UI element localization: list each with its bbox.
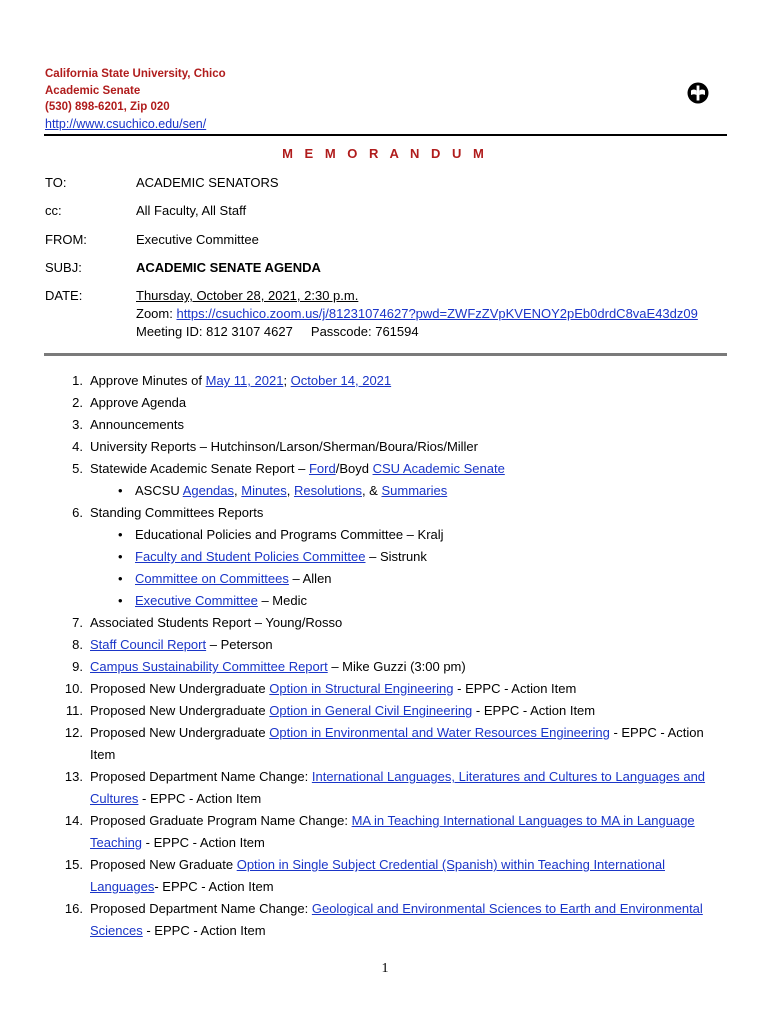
sustainability-link[interactable]: Campus Sustainability Committee Report [90,659,328,674]
to-label: TO: [45,175,67,190]
spanish-credential-link[interactable]: Option in Single Subject Credential (Spanish) within Teaching International Languages [90,857,665,894]
minutes-may-link[interactable]: May 11, 2021 [205,373,284,388]
date-value: Thursday, October 28, 2021, 2:30 p.m. [136,288,359,303]
agenda-item-16: 16. Proposed Department Name Change: Geological and Environmental Sciences to Earth and Environmental Sciences - EPPC - Action Item [64,901,703,938]
bullet-icon: • [118,549,123,564]
agenda-item-15: 15. Proposed New Graduate Option in Single Subject Credential (Spanish) within Teaching International Languages- EPPC - Action Item [64,857,665,894]
agenda-item-3: 3. Announcements [72,417,184,432]
geo-sciences-link[interactable]: Geological and Environmental Sciences to Earth and Environmental Sciences [90,901,703,938]
bullet-icon: • [118,483,123,498]
zoom-line [136,305,698,323]
date-label: DATE: [45,288,83,303]
zoom-link[interactable]: https://csuchico.zoom.us/j/81231074627?pwd=ZWFzZVpKVENOY2pEb0drdC8vaE43dz09 [176,306,698,321]
subj-label: SUBJ: [45,260,82,275]
agenda-item-13: 13. Proposed Department Name Change: International Languages, Literatures and Cultures to Languages and Cultures - EPPC - Action Item [64,769,706,806]
phone-zip: (530) 898-6201, Zip 020 [45,101,170,113]
agenda-item-7: 7. Associated Students Report – Young/Rosso [72,615,343,630]
subj-value: ACADEMIC SENATE AGENDA [136,260,321,275]
zoom-prefix: Zoom: [136,306,177,321]
to-value: ACADEMIC SENATORS [136,175,279,190]
agenda-subitem-eppc: • Educational Policies and Programs Committee – Kralj [45,524,725,546]
minutes-oct-link[interactable]: October 14, 2021 [290,373,392,388]
bullet-icon: • [118,593,123,608]
fasp-link[interactable]: Faculty and Student Policies Committee [135,549,366,564]
agenda-item-4: 4. University Reports – Hutchinson/Larson/Sherman/Boura/Rios/Miller [72,439,478,454]
agendas-link[interactable]: Agendas [182,483,235,498]
cc-value: All Faculty, All Staff [136,203,247,218]
agenda-item-2: 2. Approve Agenda [72,395,187,410]
bullet-icon: • [118,527,123,542]
agenda-list [45,370,725,942]
meeting-id: Meeting ID: 812 3107 4627 Passcode: 761594 [136,324,419,339]
page-number: 1 [381,961,389,976]
org-name: California State University, Chico [45,68,226,80]
header-rule [44,134,727,136]
section-divider [44,353,727,356]
staff-council-link[interactable]: Staff Council Report [90,637,207,652]
agenda-subitem-coc: • Committee on Committees – Allen [45,568,725,590]
languages-rename-link[interactable]: International Languages, Literatures and Cultures to Languages and Cultures [90,769,706,806]
agenda-item-6: 6. Standing Committees Reports [72,505,264,520]
from-value: Executive Committee [136,232,259,247]
coc-link[interactable]: Committee on Committees [135,571,289,586]
agenda-item-8: 8. Staff Council Report – Peterson [72,637,273,652]
senate-url-link[interactable]: http://www.csuchico.edu/sen/ [45,116,207,131]
csu-senate-link[interactable]: CSU Academic Senate [372,461,505,476]
minutes-link[interactable]: Minutes [241,483,287,498]
agenda-subitem-fasp: • Faculty and Student Policies Committee – Sistrunk [45,546,725,568]
memo-title: M E M O R A N D U M [282,146,488,161]
agenda-item-10: 10. Proposed New Undergraduate Option in Structural Engineering - EPPC - Action Item [64,681,577,696]
agenda-item-1: 1. Approve Minutes of May 11, 2021; October 14, 2021 [72,373,392,388]
summaries-link[interactable]: Summaries [381,483,448,498]
resolutions-link[interactable]: Resolutions [294,483,362,498]
agenda-item-12: 12. Proposed New Undergraduate Option in Environmental and Water Resources Engineering - EPPC - Action Item [64,725,704,762]
agenda-subitem-exec: • Executive Committee – Medic [45,590,725,612]
structural-eng-link[interactable]: Option in Structural Engineering [269,681,454,696]
agenda-subitem-ascsu: • ASCSU Agendas, Minutes, Resolutions, & Summaries [45,480,725,502]
agenda-item-11: 11. Proposed New Undergraduate Option in General Civil Engineering - EPPC - Action Item [65,703,596,718]
bullet-icon: • [118,571,123,586]
agenda-item-5: 5. Statewide Academic Senate Report – Ford/Boyd CSU Academic Senate [72,461,505,476]
agenda-item-14: 14. Proposed Graduate Program Name Change: MA in Teaching International Languages to MA in Language Teaching - EPPC - Action Item [64,813,695,850]
from-label: FROM: [45,232,87,247]
agenda-item-9: 9. Campus Sustainability Committee Report – Mike Guzzi (3:00 pm) [72,659,466,674]
csu-seal-icon [687,82,709,104]
letterhead [45,66,226,133]
ma-teaching-link[interactable]: MA in Teaching International Languages to MA in Language Teaching [90,813,695,850]
water-eng-link[interactable]: Option in Environmental and Water Resources Engineering [269,725,610,740]
ford-link[interactable]: Ford [308,461,336,476]
dept-name: Academic Senate [45,84,141,97]
civil-eng-link[interactable]: Option in General Civil Engineering [269,703,473,718]
exec-committee-link[interactable]: Executive Committee [135,593,258,608]
cc-label: cc: [45,203,62,218]
